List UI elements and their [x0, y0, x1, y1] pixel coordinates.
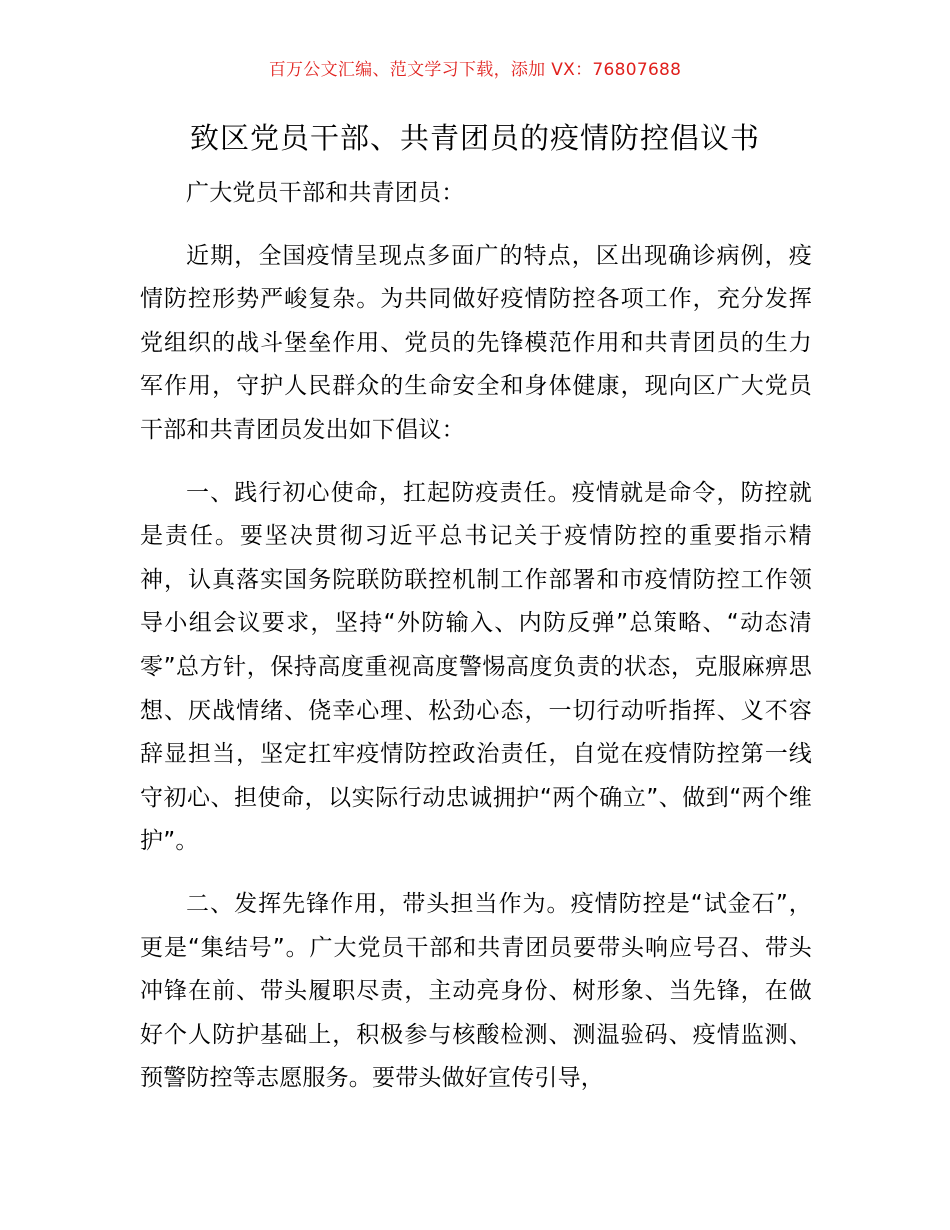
document-body — [140, 172, 812, 1101]
watermark-header: 百万公文汇编、范文学习下载，添加 VX：76807688 — [268, 60, 682, 80]
paragraph-section-1: 一、践行初心使命，扛起防疫责任。疫情就是命令，防控就是责任。要坚决贯彻习近平总书记关于疫情防控的重要指示精神，认真落实国务院联防联控机制工作部署和市疫情防控工作领导小组会议要求，坚持“外防输入、内防反弹”总策略、“动态清零”总方针，保持高度重视高度警惕高度负责的状态，克服麻痹思想、厌战情绪、侥幸心理、松劲心态，一切行动听指挥、义不容辞显担当，坚定扛牢疫情防控政治责任，自觉在疫情防控第一线守初心、担使命，以实际行动忠诚拥护“两个确立”、做到“两个维护”。 — [140, 479, 812, 855]
paragraph-intro: 近期，全国疫情呈现点多面广的特点，区出现确诊病例，疫情防控形势严峻复杂。为共同做好疫情防控各项工作，充分发挥党组织的战斗堡垒作用、党员的先锋模范作用和共青团员的生力军作用，守护人民群众的生命安全和身体健康，现向区广大党员干部和共青团员发出如下倡议： — [140, 242, 812, 443]
document-title: 致区党员干部、共青团员的疫情防控倡议书 — [189, 121, 760, 155]
salutation: 广大党员干部和共青团员： — [186, 180, 465, 206]
paragraph-section-2: 二、发挥先锋作用，带头担当作为。疫情防控是“试金石”，更是“集结号”。广大党员干部和共青团员要带头响应号召、带头冲锋在前、带头履职尽责，主动亮身份、树形象、当先锋，在做好个人防护基础上，积极参与核酸检测、测温验码、疫情监测、预警防控等志愿服务。要带头做好宣传引导， — [140, 890, 812, 1092]
